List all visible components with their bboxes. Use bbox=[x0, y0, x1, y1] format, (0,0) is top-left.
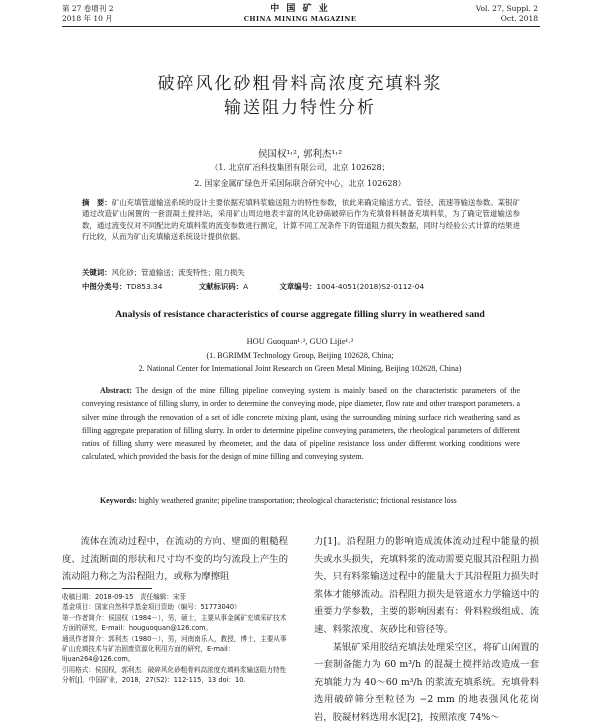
title-cn-line2: 输送阻力特性分析 bbox=[224, 98, 376, 118]
keywords-en-label: Keywords: bbox=[100, 496, 137, 505]
footnote-funding: 基金项目：国家自然科学基金项目资助（编号：51773040） bbox=[62, 603, 241, 612]
classification-line bbox=[82, 281, 522, 292]
body-paragraph: 力[1]。沿程阻力的影响造成流体流动过程中能量的损失或水头损失，充填料浆的流动需要克服其沿程阻力损失，只有料浆输送过程中的能量大于其沿程阻力损失时浆体才能够流动。沿程阻力损失是管道水力学输送中的重要力学参数，主要的影响因素有：骨料粒级组成、流速、料浆浓度、灰砂比和管径等。 bbox=[314, 536, 539, 635]
affiliation-cn-2: 2. 国家金属矿绿色开采国际联合研究中心，北京 102628） bbox=[194, 179, 406, 188]
affiliation-cn-1: （1. 北京矿冶科技集团有限公司，北京 102628； bbox=[210, 163, 390, 172]
clc-value: TD853.34 bbox=[126, 282, 163, 291]
body-paragraph: 流体在流动过程中，在流动的方向、壁面的粗糙程度、过流断面的形状和尺寸均不变的均匀流段上产生的流动阻力称之为沿程阻力，或称为摩擦阻 bbox=[62, 536, 288, 583]
article-no-value: 1004-4051(2018)S2-0112-04 bbox=[316, 282, 425, 291]
journal-name-en: CHINA MINING MAGAZINE bbox=[243, 15, 357, 23]
journal-name-cn: 中 国 矿 业 bbox=[270, 4, 330, 14]
body-paragraph: 某银矿采用胶结充填法处理采空区，将矿山闲置的一套制备能力为 60 m³/h 的混凝土搅拌站改造成一套充填能力为 40～60 m³/h 的浆流充填系统。充填骨料选用破碎筛分至粒径为 −2 mm 的地表强风化花岗岩，胶凝材料选用水泥[2]，按照浓度 74%～ bbox=[314, 641, 539, 723]
keywords-en bbox=[82, 494, 520, 507]
article-no-label: 文章编号： bbox=[279, 282, 317, 291]
footnote-rule bbox=[62, 588, 152, 589]
footnote-citation: 引用格式：侯国权，郭利杰．破碎风化砂粗骨料高浓度充填料浆输送阻力特性分析[J]．中国矿业，2018，27(S2)：112-115，13 doi：10. bbox=[62, 665, 287, 685]
abstract-en-text: The design of the mine filling pipeline conveying system is mainly based on the characteristic parameters of the conveying resistance of filling slurry, in order to determine the conveying mode, pipe diameter, flow rate and other transport parameters. a silver mine through the renovation of a set of idle concrete mixing plant, using the surrounding mining surface rich weathering sand as filling aggregate preparation of filling slurry. In order to determine pipeline conveying parameters, the rheological parameters of different ratios of filling slurry were measured by rheometer, and the data of pipeline resistance loss under different working conditions were calculated, which provided the basis for the design of mine filling and conveying system. bbox=[82, 386, 520, 462]
keywords-cn-label: 关键词： bbox=[82, 268, 112, 277]
footnote-corresponding-author: 通讯作者简介：郭利杰（1980－），男，河南南乐人，教授，博士，主要从事矿山充填技术与矿冶固废资源化利用方面的研究，E-mail：lijuan264@126.com。 bbox=[62, 634, 287, 664]
title-cn-line1: 破碎风化砂粗骨料高浓度充填料浆 bbox=[157, 74, 443, 94]
abstract-en-label: Abstract: bbox=[100, 386, 132, 395]
header-right bbox=[476, 4, 538, 24]
volume-label-en: Vol. 27, Suppl. 2 bbox=[475, 4, 538, 13]
volume-label-cn: 第 27 卷增刊 2 bbox=[62, 4, 114, 13]
abstract-en bbox=[82, 384, 520, 464]
keywords-en-text: highly weathered granite; pipeline transportation; rheological characteristic; frictional resistance loss bbox=[138, 496, 457, 505]
keywords-cn-text: 风化砂；管道输送；流变特性；阻力损失 bbox=[111, 268, 245, 277]
footnotes bbox=[62, 592, 288, 686]
doc-code-label: 文献标识码： bbox=[198, 282, 244, 291]
authors-cn: 侯国权¹˒², 郭利杰¹˒² bbox=[257, 149, 343, 160]
running-header bbox=[0, 4, 600, 28]
affiliation-en-2: 2. National Center for International Joint Research on Green Metal Mining, Beijing 102628, China) bbox=[138, 364, 462, 373]
abstract-cn bbox=[82, 197, 520, 242]
doc-code-value: A bbox=[243, 282, 249, 291]
footnote-first-author: 第一作者简介：侯国权（1984－），男，硕士，主要从事金属矿充填采矿技术方面的研究，E-mail：houguoquan@126.com。 bbox=[62, 613, 287, 633]
footnote-received: 收稿日期：2018-09-15 责任编辑：宋菲 bbox=[62, 593, 187, 601]
abstract-cn-label: 摘 要： bbox=[82, 198, 112, 207]
header-rule bbox=[62, 26, 540, 27]
date-label-cn: 2018 年 10 月 bbox=[62, 14, 113, 23]
affiliation-en-1: (1. BGRIMM Technology Group, Beijing 102628, China; bbox=[206, 351, 394, 360]
title-en: Analysis of resistance characteristics of course aggregate filling slurry in weathered sand bbox=[115, 309, 485, 320]
keywords-cn bbox=[82, 267, 522, 278]
body-column-left bbox=[62, 533, 288, 586]
date-label-en: Oct. 2018 bbox=[500, 14, 538, 23]
clc-label: 中图分类号： bbox=[82, 282, 127, 291]
abstract-cn-text: 矿山充填管道输送系统的设计主要依据充填料浆输送阻力的特性参数，依此来确定输送方式、管径、流速等输送参数。某银矿通过改造矿山闲置的一套混凝土搅拌站，采用矿山周边地表丰富的风化砂砾破碎后作为充填骨料制备充填料浆，为了确定管道输送参数，通过流变仪对不同配比的充填料浆的流变参数进行测定，计算不同工况条件下的管道阻力损失数据，同时与经验公式计算的结果进行比较，从而为矿山充填输送系统设计提供依据。 bbox=[82, 198, 520, 241]
authors-en: HOU Guoquan¹˒², GUO Lijie¹˒² bbox=[246, 337, 354, 346]
body-column-right bbox=[314, 533, 539, 727]
